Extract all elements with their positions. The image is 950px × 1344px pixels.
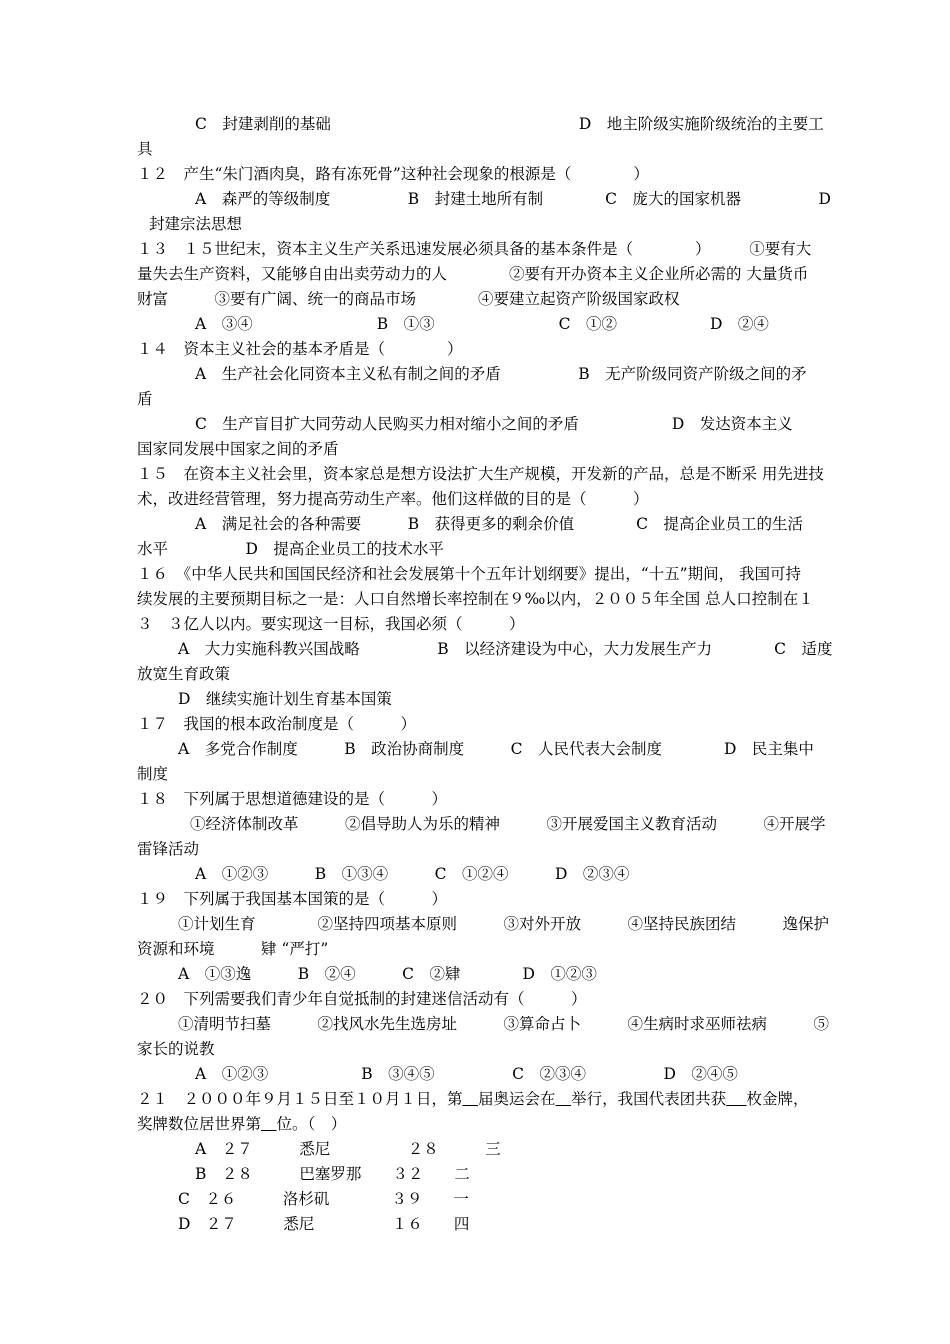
q21-option-a: A ２７ 悉尼 ２８ 三	[195, 1140, 501, 1158]
q21-stem-part: 位。（ ）	[276, 1115, 347, 1133]
q17-options: A 多党合作制度 B 政治协商制度 C 人民代表大会制度 D 民主集中	[178, 740, 814, 758]
q19-items-cont: 资源和环境 肄 “严打”	[137, 940, 329, 958]
q13-options: A ③④ B ①③ C ①② D ②④	[195, 315, 769, 333]
q20-options: A ①②③ B ③④⑤ C ②③④ D ②④⑤	[195, 1065, 738, 1083]
q12-option-d: 封建宗法思想	[149, 215, 243, 233]
q13-stem: １３ １５世纪末，资本主义生产关系迅速发展必须具备的基本条件是（ ） ①要有大	[137, 240, 812, 258]
q18-options: A ①②③ B ①③④ C ①②④ D ②③④	[195, 865, 630, 883]
q16-stem-cont: 续发展的主要预期目标之一是：人口自然增长率控制在９‰以内，２００５年全国 总人口控制在１	[137, 590, 814, 608]
q15-stem-cont: 术，改进经营管理，努力提高劳动生产率。他们这样做的目的是（ ）	[137, 490, 649, 508]
fill-blank	[556, 1090, 572, 1108]
q12-options: A 森严的等级制度 B 封建土地所有制 C 庞大的国家机器 D	[195, 190, 831, 208]
q14-options-cont: 国家同发展中国家之间的矛盾	[137, 440, 339, 458]
q21-option-c: C ２６ 洛杉矶 ３９ 一	[178, 1190, 469, 1208]
q16-stem: １６ 《中华人民共和国国民经济和社会发展第十个五年计划纲要》提出，“十五”期间， 我国可持	[137, 565, 802, 583]
q13-stem-cont: 财富 ③要有广阔、统一的商品市场 ④要建立起资产阶级国家政权	[137, 290, 680, 308]
q18-items: ①经济体制改革 ②倡导助人为乐的精神 ③开展爱国主义教育活动 ④开展学	[190, 815, 826, 833]
q21-option-d: D ２７ 悉尼 １６ 四	[178, 1215, 470, 1233]
q19-items: ①计划生育 ②坚持四项基本原则 ③对外开放 ④坚持民族团结 逸保护	[178, 915, 830, 933]
q16-stem-cont: ３ ３亿人以内。要实现这一目标，我国必须（ ）	[137, 615, 525, 633]
q20-stem: ２０ 下列需要我们青少年自觉抵制的封建迷信活动有（ ）	[137, 990, 587, 1008]
q14-options-cd: C 生产盲目扩大同劳动人民购买力相对缩小之间的矛盾 D 发达资本主义	[195, 415, 793, 433]
q18-items-cont: 雷锋活动	[137, 840, 200, 858]
fill-blank	[261, 1115, 277, 1133]
q11-option-c-d: C 封建剥削的基础 D 地主阶级实施阶级统治的主要工	[195, 115, 824, 133]
q16-option-d: D 继续实施计划生育基本国策	[178, 690, 392, 708]
q16-options-cont: 放宽生育政策	[137, 665, 231, 683]
q15-options-cont: 水平 D 提高企业员工的技术水平	[137, 540, 444, 558]
q15-options: A 满足社会的各种需要 B 获得更多的剩余价值 C 提高企业员工的生活	[195, 515, 803, 533]
q21-stem-part: 奖牌数位居世界第	[137, 1115, 262, 1133]
q18-stem: １８ 下列属于思想道德建设的是（ ）	[137, 790, 448, 808]
q17-options-cont: 制度	[137, 765, 169, 783]
q15-stem: １５ 在资本主义社会里，资本家总是想方设法扩大生产规模，开发新的产品，总是不断采 用先进技	[137, 465, 824, 483]
q16-options: A 大力实施科教兴国战略 B 以经济建设为中心，大力发展生产力 C 适度	[178, 640, 833, 658]
q21-stem-cont	[137, 1114, 346, 1134]
q21-stem-part: 届奥运会在	[478, 1090, 556, 1108]
q19-options: A ①③逸 B ②④ C ②肄 D ①②③	[178, 965, 597, 983]
q21-option-b: B ２８ 巴塞罗那 ３２ 二	[195, 1165, 470, 1183]
q20-items: ①清明节扫墓 ②找风水先生选房址 ③算命占卜 ④生病时求巫师祛病 ⑤	[178, 1015, 830, 1033]
q21-stem	[137, 1089, 809, 1109]
q20-items-cont: 家长的说教	[137, 1040, 215, 1058]
q21-stem-part: 枚金牌，	[746, 1090, 809, 1108]
q12-stem: １２ 产生“朱门酒肉臭，路有冻死骨”这种社会现象的根源是（ ）	[137, 165, 649, 183]
q13-stem-cont: 量失去生产资料，又能够自由出卖劳动力的人 ②要有开办资本主义企业所必需的 大量货币	[137, 265, 809, 283]
q21-stem-part: ２１ ２０００年９月１５日至１０月１日，第	[137, 1090, 463, 1108]
q14-options-cont: 盾	[137, 390, 153, 408]
q14-options-ab: A 生产社会化同资本主义私有制之间的矛盾 B 无产阶级同资产阶级之间的矛	[195, 365, 807, 383]
fill-blank	[726, 1090, 746, 1108]
q21-stem-part: 举行，我国代表团共获	[571, 1090, 727, 1108]
fill-blank	[463, 1090, 479, 1108]
q14-stem: １４ 资本主义社会的基本矛盾是（ ）	[137, 340, 463, 358]
q17-stem: １７ 我国的根本政治制度是（ ）	[137, 715, 417, 733]
q19-stem: １９ 下列属于我国基本国策的是（ ）	[137, 890, 448, 908]
q11-option-d-cont: 具	[137, 140, 153, 158]
